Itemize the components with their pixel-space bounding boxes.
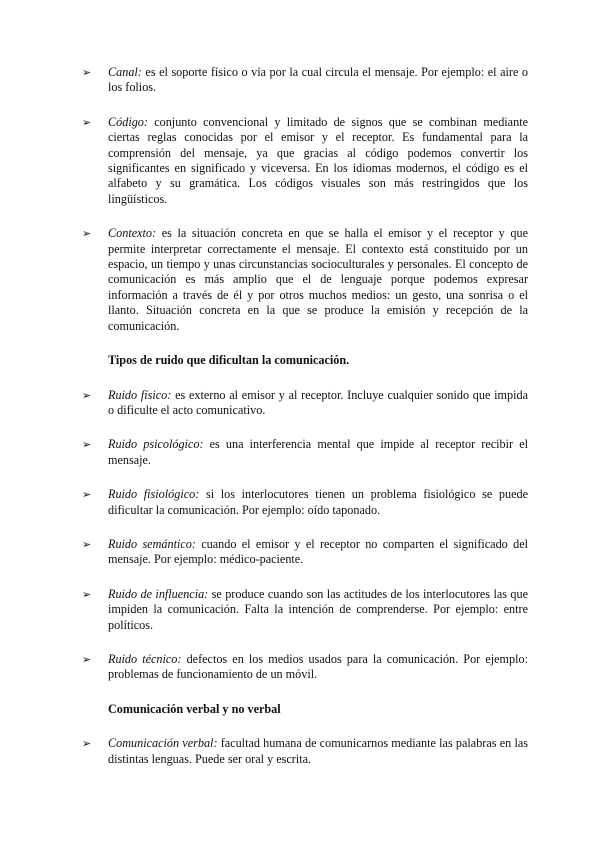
arrow-bullet-icon: ➢	[82, 227, 92, 241]
term-ruido-influencia: Ruido de influencia	[108, 586, 205, 601]
term-comunicacion-verbal: Comunicación verbal	[108, 736, 214, 751]
definition-ruido-fisico: es externo al emisor y al receptor. Incluye cualquier sonido que impida o dificulte el acto comunicativo.	[108, 387, 528, 417]
term-separator: :	[177, 651, 182, 666]
term-separator: :	[195, 487, 200, 502]
term-codigo: Código	[108, 114, 144, 129]
term-ruido-semantico: Ruido semántico	[108, 536, 192, 551]
definition-codigo: conjunto convencional y limitado de signos que se combinan mediante ciertas reglas conocidas por el emisor y el receptor. Es fundamental para la comprensión del mensaje, ya que gracias al código podemos convertir los significantes en significado y viceversa. En los idiomas modernos, el código es el alfabeto y su gramática. Los códigos visuales son más restringidos que los lingüísticos.	[108, 114, 528, 206]
definition-comunicacion-verbal: facultad humana de comunicarnos mediante las palabras en las distintas lenguas. Puede ser oral y escrita.	[108, 736, 528, 766]
term-separator: :	[137, 65, 142, 79]
list-item-ruido-tecnico	[82, 652, 528, 683]
list-item-codigo	[82, 115, 528, 207]
list-item-canal	[82, 65, 528, 96]
list-item-ruido-fisico	[82, 388, 528, 419]
section-heading-verbal: Comunicación verbal y no verbal	[108, 701, 281, 716]
arrow-bullet-icon: ➢	[82, 652, 92, 666]
arrow-bullet-icon: ➢	[82, 115, 92, 129]
definition-ruido-psicologico: es una interferencia mental que impide al receptor recibir el mensaje.	[108, 437, 528, 467]
definition-ruido-fisiologico: si los interlocutores tienen un problema fisiológico se puede dificultar la comunicación. Por ejemplo: oído taponado.	[108, 487, 528, 517]
arrow-bullet-icon: ➢	[82, 587, 92, 601]
term-separator: :	[191, 536, 196, 551]
term-ruido-tecnico: Ruido técnico	[108, 651, 178, 666]
definition-contexto: es la situación concreta en que se halla el emisor y el receptor y que permite interpretar correctamente el mensaje. El contexto está constituido por un espacio, un tiempo y unas circunstancias socioculturales y personales. El concepto de comunicación es más amplio que el de lenguaje porque podemos expresar información a través de él y por otros muchos medios: un gesto, una sonrisa o el llanto. Situación concreta en la que se produce la emisión y recepción de la comunicación.	[108, 226, 528, 333]
term-separator: :	[152, 226, 157, 241]
term-separator: :	[204, 586, 209, 601]
term-canal: Canal	[108, 65, 138, 79]
term-ruido-fisiologico: Ruido fisiológico	[108, 487, 196, 502]
arrow-bullet-icon: ➢	[82, 388, 92, 402]
list-item-contexto	[82, 226, 528, 334]
term-ruido-fisico: Ruido físico	[108, 387, 168, 402]
definition-ruido-semantico: cuando el emisor y el receptor no comparten el significado del mensaje. Por ejemplo: médico-paciente.	[108, 536, 528, 567]
list-item-ruido-influencia	[82, 587, 528, 633]
list-item-comunicacion-verbal	[82, 736, 528, 767]
arrow-bullet-icon: ➢	[82, 737, 92, 751]
term-ruido-psicologico: Ruido psicológico	[108, 437, 200, 452]
section-heading-noise: Tipos de ruido que dificultan la comunicación.	[108, 353, 350, 368]
list-item-ruido-psicologico	[82, 437, 528, 468]
list-item-ruido-semantico	[82, 537, 528, 568]
arrow-bullet-icon: ➢	[82, 438, 92, 452]
arrow-bullet-icon: ➢	[82, 537, 92, 551]
term-separator: :	[199, 437, 204, 452]
term-contexto: Contexto	[108, 226, 153, 241]
arrow-bullet-icon: ➢	[82, 488, 92, 502]
definition-ruido-influencia: se produce cuando son las actitudes de los interlocutores las que impiden la comunicación. Falta la intención de comprenderse. Por ejemplo: entre políticos.	[108, 586, 528, 632]
list-item-ruido-fisiologico	[82, 487, 528, 518]
term-separator: :	[213, 736, 218, 751]
definition-ruido-tecnico: defectos en los medios usados para la comunicación. Por ejemplo: problemas de funcionamiento de un móvil.	[108, 651, 528, 682]
definition-canal: es el soporte físico o vía por la cual circula el mensaje. Por ejemplo: el aire o los folios.	[108, 65, 528, 95]
term-separator: :	[143, 114, 148, 129]
arrow-bullet-icon: ➢	[82, 66, 92, 79]
term-separator: :	[167, 387, 172, 402]
